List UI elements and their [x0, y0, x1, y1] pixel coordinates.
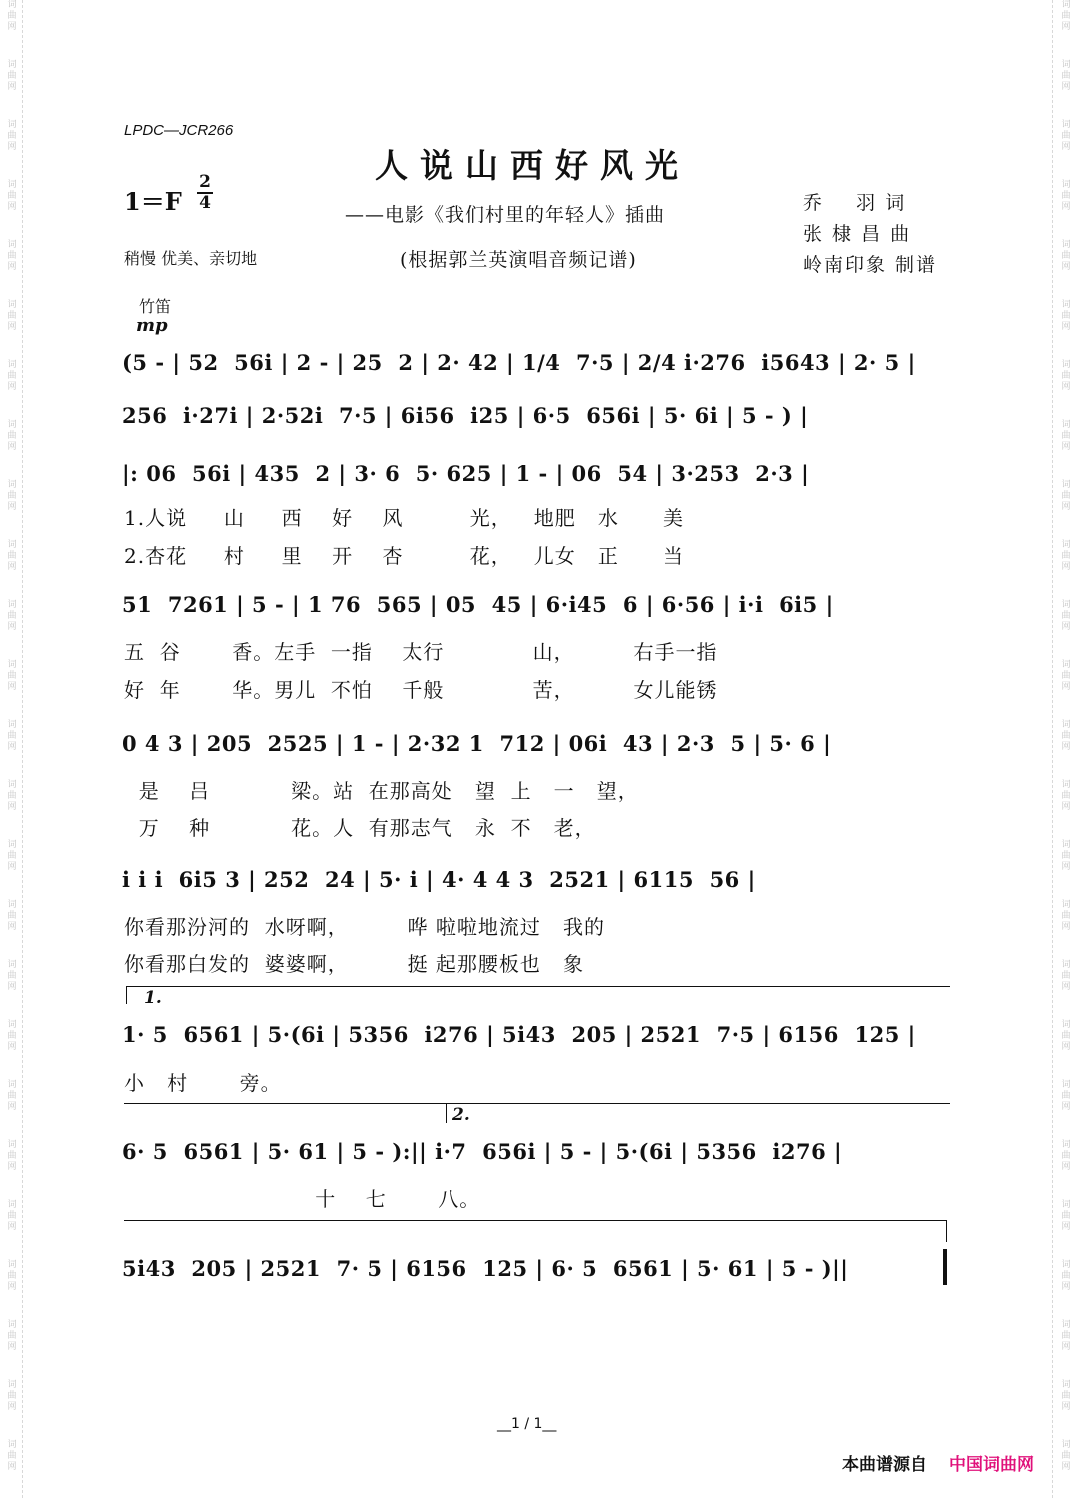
lyricist-credit: 乔 羽 词: [803, 192, 907, 214]
watermark-text: 词 曲 网: [7, 1020, 17, 1052]
watermark-text: 词 曲 网: [7, 1260, 17, 1292]
volta-2-tick: [446, 1103, 447, 1123]
watermark-text: 词 曲 网: [7, 300, 17, 332]
watermark-text: 词 曲 网: [7, 780, 17, 812]
lyric-line-8: 十 七 八。: [124, 1187, 481, 1211]
volta-1-tick: [126, 986, 127, 1004]
watermark-text: 词 曲 网: [1061, 720, 1071, 752]
watermark-text: 词 曲 网: [7, 900, 17, 932]
dynamic-marking: mp: [136, 315, 168, 336]
score-line-2: 256 i·27i | 2·52i 7·5 | 6i56 i25 | 6·5 656i | 5· 6i | 5 - ) |: [122, 403, 809, 428]
left-margin-line: [22, 0, 23, 1498]
watermark-text: 词 曲 网: [1061, 780, 1071, 812]
lyric-line-6-verse-2: 你看那白发的 婆婆啊， 挺 起那腰板也 象: [124, 952, 585, 976]
watermark-text: 词 曲 网: [7, 720, 17, 752]
watermark-text: 词 曲 网: [7, 480, 17, 512]
final-barline: [943, 1249, 947, 1285]
watermark-text: 词 曲 网: [7, 660, 17, 692]
watermark-text: 词 曲 网: [7, 420, 17, 452]
watermark-text: 词 曲 网: [1061, 1200, 1071, 1232]
time-signature: [197, 174, 213, 212]
score-line-4: 51 7261 | 5 - | 1 76 565 | 05 45 | 6·i45 6 | 6·56 | i·i 6i5 |: [122, 592, 834, 617]
watermark-text: 词 曲 网: [1061, 900, 1071, 932]
coda-bracket-tick: [946, 1220, 947, 1242]
left-watermark-strip: [4, 0, 20, 1498]
lyric-line-7: 小 村 旁。: [124, 1071, 282, 1095]
score-line-7: 1· 5 6561 | 5·(6i | 5356 i276 | 5i43 205 | 2521 7·5 | 6156 125 |: [122, 1022, 916, 1047]
watermark-text: 词 曲 网: [1061, 1140, 1071, 1172]
watermark-text: 词 曲 网: [1061, 420, 1071, 452]
volta-2-label: 2.: [452, 1105, 470, 1125]
lyric-line-5-verse-2: 万 种 花。人 有那志气 永 不 老，: [124, 816, 596, 840]
watermark-text: 词 曲 网: [1061, 120, 1071, 152]
transcription-source: (根据郭兰英演唱音频记谱): [400, 249, 637, 271]
volta-2-bracket: [124, 1103, 950, 1104]
footer-credit: [842, 1450, 1034, 1475]
time-signature-bottom: 4: [199, 193, 211, 213]
watermark-text: 词 曲 网: [7, 540, 17, 572]
watermark-text: 词 曲 网: [1061, 1440, 1071, 1472]
page-number: __1 / 1__: [497, 1416, 557, 1432]
watermark-text: 词 曲 网: [7, 360, 17, 392]
watermark-text: 词 曲 网: [7, 180, 17, 212]
score-line-3: |: 06 56i | 435 2 | 3· 6 5· 625 | 1 - | 06 54 | 3·253 2·3 |: [122, 461, 810, 486]
watermark-text: 词 曲 网: [1061, 0, 1071, 32]
score-line-8: 6· 5 6561 | 5· 61 | 5 - ):|| i·7 656i | 5 - | 5·(6i | 5356 i276 |: [122, 1139, 843, 1164]
volta-1-label: 1.: [144, 988, 162, 1008]
catalog-code: LPDC—JCR266: [124, 122, 234, 139]
lyric-line-6-verse-1: 你看那汾河的 水呀啊， 哗 啦啦地流过 我的: [124, 915, 606, 939]
time-signature-top: 2: [197, 174, 213, 194]
lyric-line-4-verse-1: 五 谷 香。左手 一指 太行 山， 右手一指: [124, 640, 718, 664]
score-line-1: (5 - | 52 56i | 2 - | 25 2 | 2· 42 | 1/4 7·5 | 2/4 i·276 i5643 | 2· 5 |: [122, 350, 916, 375]
watermark-text: 词 曲 网: [1061, 240, 1071, 272]
score-line-5: 0 4 3 | 205 2525 | 1 - | 2·32 1 712 | 06i 43 | 2·3 5 | 5· 6 |: [122, 731, 832, 756]
watermark-text: 词 曲 网: [7, 1080, 17, 1112]
watermark-text: 词 曲 网: [1061, 1380, 1071, 1412]
watermark-text: 词 曲 网: [1061, 1260, 1071, 1292]
score-line-6: i i i 6i5 3 | 252 24 | 5· i | 4· 4 4 3 2521 | 6115 56 |: [122, 867, 756, 892]
watermark-text: 词 曲 网: [7, 600, 17, 632]
watermark-text: 词 曲 网: [7, 840, 17, 872]
footer-source-label: 本曲谱源自: [842, 1455, 927, 1475]
watermark-text: 词 曲 网: [1061, 660, 1071, 692]
watermark-text: 词 曲 网: [1061, 960, 1071, 992]
watermark-text: 词 曲 网: [1061, 1080, 1071, 1112]
watermark-text: 词 曲 网: [1061, 600, 1071, 632]
watermark-text: 词 曲 网: [1061, 840, 1071, 872]
watermark-text: 词 曲 网: [7, 1320, 17, 1352]
watermark-text: 词 曲 网: [1061, 60, 1071, 92]
watermark-text: 词 曲 网: [1061, 360, 1071, 392]
instrument-label: 竹笛: [139, 297, 172, 316]
right-margin-line: [1052, 0, 1053, 1498]
watermark-text: 词 曲 网: [7, 240, 17, 272]
watermark-text: 词 曲 网: [7, 1200, 17, 1232]
volta-1-bracket: [126, 986, 950, 987]
key-signature: 1＝F: [124, 187, 182, 216]
watermark-text: 词 曲 网: [1061, 300, 1071, 332]
lyric-line-4-verse-2: 好 年 华。男儿 不怕 千般 苦， 女儿能锈: [124, 678, 718, 702]
watermark-text: 词 曲 网: [7, 1440, 17, 1472]
watermark-text: 词 曲 网: [1061, 1020, 1071, 1052]
lyric-line-3-verse-1: 1.人说 山 西 好 风 光， 地肥 水 美: [124, 506, 685, 530]
watermark-text: 词 曲 网: [1061, 1320, 1071, 1352]
watermark-text: 词 曲 网: [7, 0, 17, 32]
watermark-text: 词 曲 网: [1061, 180, 1071, 212]
composer-credit: 张 棣 昌 曲: [803, 223, 912, 245]
coda-bracket: [124, 1220, 946, 1221]
watermark-text: 词 曲 网: [7, 960, 17, 992]
watermark-text: 词 曲 网: [1061, 480, 1071, 512]
lyric-line-5-verse-1: 是 吕 梁。站 在那高处 望 上 一 望，: [124, 779, 639, 803]
footer-site-name[interactable]: 中国词曲网: [949, 1455, 1034, 1475]
lyric-line-3-verse-2: 2.杏花 村 里 开 杏 花， 儿女 正 当: [124, 544, 685, 568]
watermark-text: 词 曲 网: [7, 120, 17, 152]
watermark-text: 词 曲 网: [7, 1140, 17, 1172]
arranger-credit: 岭南印象 制谱: [803, 254, 938, 276]
score-line-9: 5i43 205 | 2521 7· 5 | 6156 125 | 6· 5 6561 | 5· 61 | 5 - )||: [122, 1256, 849, 1281]
watermark-text: 词 曲 网: [1061, 540, 1071, 572]
tempo-marking: 稍慢 优美、亲切地: [124, 249, 258, 268]
credits: [803, 188, 937, 281]
right-watermark-strip: [1058, 0, 1074, 1498]
watermark-text: 词 曲 网: [7, 60, 17, 92]
song-title: 人说山西好风光: [375, 146, 690, 185]
watermark-text: 词 曲 网: [7, 1380, 17, 1412]
subtitle: ——电影《我们村里的年轻人》插曲: [345, 204, 666, 226]
